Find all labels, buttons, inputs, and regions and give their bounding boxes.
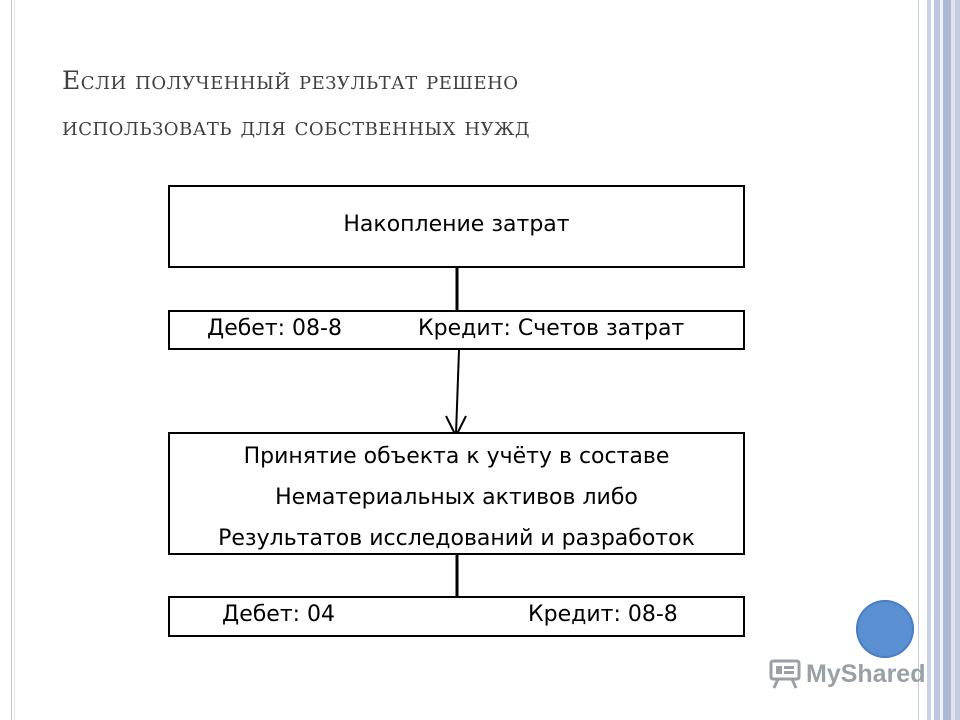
box-asset-recognition bbox=[168, 432, 745, 555]
entry1-credit: Кредит: Счетов затрат bbox=[418, 316, 685, 341]
decorative-circle bbox=[856, 600, 914, 658]
slide-title bbox=[62, 58, 822, 150]
box3-line-1: Принятие объекта к учёту в составе bbox=[243, 444, 670, 469]
decorative-side-stripes bbox=[919, 0, 960, 720]
box3-line-3: Результатов исследований и разработок bbox=[218, 526, 695, 551]
box-entry-1 bbox=[168, 310, 745, 350]
presentation-board-icon bbox=[768, 657, 802, 691]
watermark bbox=[768, 656, 925, 692]
box1-text: Накопление затрат bbox=[343, 212, 570, 237]
box3-line-2: Нематериальных активов либо bbox=[275, 485, 638, 510]
title-line-1: Если полученный результат решено bbox=[62, 66, 519, 95]
entry2-credit: Кредит: 08-8 bbox=[528, 602, 678, 627]
watermark-text: MyShared bbox=[806, 659, 926, 688]
box-cost-accumulation bbox=[168, 185, 745, 268]
title-line-2: использовать для собственных нужд bbox=[62, 112, 530, 141]
entry2-debit: Дебет: 04 bbox=[222, 602, 336, 627]
entry1-debit: Дебет: 08-8 bbox=[207, 316, 342, 341]
box-entry-2 bbox=[168, 596, 745, 637]
